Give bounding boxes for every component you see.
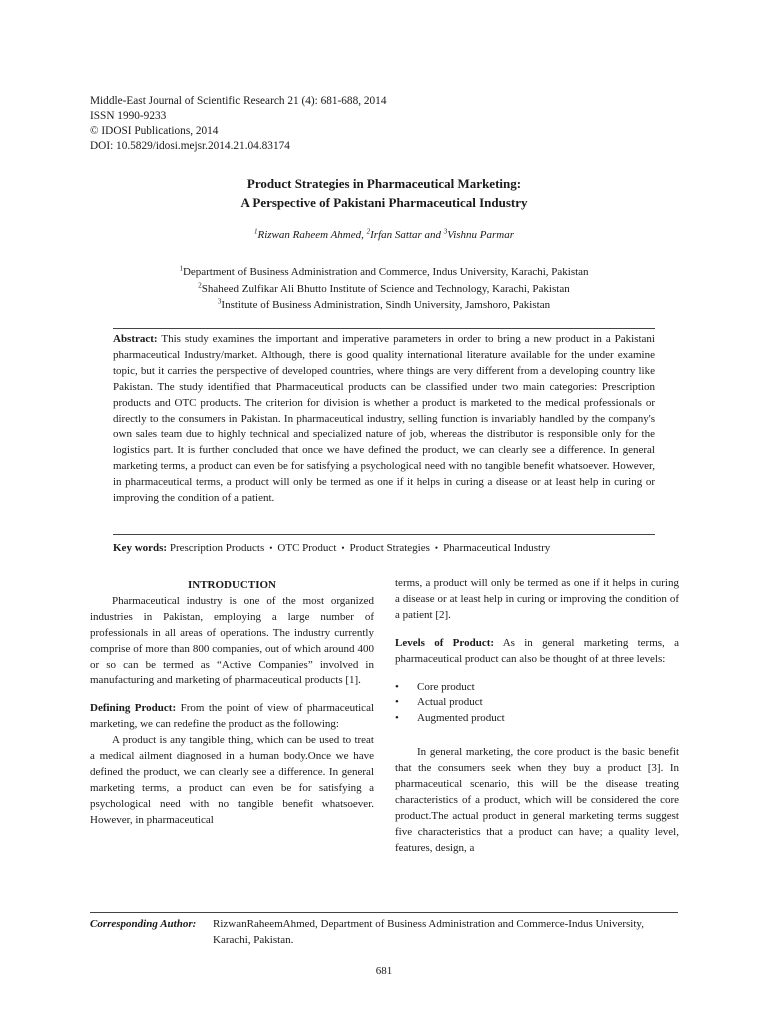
list-item-text: Core product [417, 680, 475, 693]
defining-product-paragraph [90, 701, 374, 733]
keyword-separator: • [434, 543, 439, 553]
author-sup: 1 [253, 227, 258, 236]
copyright: © IDOSI Publications, 2014 [90, 125, 219, 137]
continuation-paragraph: terms, a product will only be termed as one if it helps in curing a disease or at least help in curing or improving the condition of a patient [2]. [395, 577, 679, 621]
keyword: Product Strategies [349, 542, 430, 554]
right-column [395, 576, 679, 857]
title-line-1: Product Strategies in Pharmaceutical Marketing: [246, 176, 522, 191]
defining-product-text: From the point of view of pharmaceutical marketing, we can redefine the product as the following: [90, 702, 375, 731]
keyword: OTC Product [277, 542, 337, 554]
left-column [90, 578, 374, 829]
affiliation [0, 281, 768, 298]
abstract-label: Abstract: [113, 333, 158, 345]
abstract-top-rule [113, 328, 655, 329]
bullet: • [395, 696, 399, 709]
affiliation-text: Department of Business Administration and Commerce, Indus University, Karachi, Pakistan [182, 266, 589, 278]
list-item-text: Actual product [417, 696, 483, 709]
abstract-bottom-rule [113, 534, 655, 535]
abstract-text: This study examines the important and imperative parameters in order to bring a new product in a Pakistani pharmaceutical Industry/market. Although, there is good quality international literature available for the under examine topic, but it carries the perspective of developed countries, where things are very different from a developing country like Pakistan. The study identified that Pharmaceutical products can be classified under two main categories: Prescription products and OTC products. The criterion for division is whether a product is marketed to the medical professionals or directly to the consumers in Pakistan. In pharmaceutical industry, selling function is invariably handled by the company's own sales team due to highly technical and specialized nature of job, whereas the distributor is responsible only for the logistics part. It is further concluded that once we have defined the product, we can clearly see a difference. In general marketing terms, a product can even be for satisfying a psychological need with no tangible benefit whatsoever. However, in pharmaceutical terms, a product will only be termed as one if it helps in curing a disease or at least help in curing or improving the condition of a patient. [113, 333, 655, 505]
title-line-2: A Perspective of Pakistani Pharmaceutical Industry [240, 195, 528, 210]
author-sup: 3 [443, 227, 448, 236]
affiliations [0, 264, 768, 314]
defining-product-label: Defining Product: [90, 702, 177, 715]
list-item [395, 711, 679, 727]
abstract [113, 332, 655, 507]
corresponding-author-text: RizwanRaheemAhmed, Department of Business Administration and Commerce-Indus University, Karachi, Pakistan. [213, 918, 644, 946]
affiliation-text: Institute of Business Administration, Sindh University, Jamshoro, Pakistan [221, 299, 551, 311]
list-item [395, 695, 679, 711]
keyword: Prescription Products [169, 542, 265, 554]
bullet: • [395, 712, 399, 725]
section-heading-introduction: INTRODUCTION [187, 579, 276, 591]
author-name: Vishnu Parmar [447, 229, 515, 241]
affiliation-text: Shaheed Zulfikar Ali Bhutto Institute of Science and Technology, Karachi, Pakistan [201, 282, 570, 295]
author-name: Rizwan Raheem Ahmed, [257, 229, 364, 241]
affiliation-sup: 1 [179, 264, 183, 273]
author-sep: and [421, 229, 444, 241]
keywords-label: Key words: [113, 542, 168, 554]
affiliation [0, 297, 768, 314]
journal-header [90, 94, 386, 154]
keywords [113, 542, 655, 554]
core-product-paragraph: In general marketing, the core product is the basic benefit that the consumers seek when they buy a product [3]. In pharmaceutical scenario, this will be the disease treating characteristics of a product, which will be considered the core product.The actual product in general marketing terms suggest five characteristics that a product can have; a quality level, features, design, a [395, 746, 679, 854]
levels-paragraph [395, 636, 679, 668]
journal-citation: Middle-East Journal of Scientific Research 21 (4): 681-688, 2014 [90, 95, 387, 107]
issn: ISSN 1990-9233 [90, 110, 167, 122]
corresponding-author-label: Corresponding Author: [90, 918, 197, 930]
intro-paragraph: Pharmaceutical industry is one of the most organized industries in Pakistan, employing a large number of professionals in all areas of operations. The industry currently comprise of more than 800 companies, out of which around 400 or so can be termed as “Active Companies” involved in manufacturing and marketing of pharmaceutical products [1]. [90, 594, 374, 687]
footer-rule [90, 912, 678, 913]
doi: DOI: 10.5829/idosi.mejsr.2014.21.04.83174 [90, 140, 290, 152]
list-item-text: Augmented product [417, 712, 505, 725]
author-sup: 2 [366, 227, 371, 236]
keyword: Pharmaceutical Industry [443, 542, 551, 554]
list-item [395, 680, 679, 696]
levels-list [395, 680, 679, 728]
affiliation-sup: 2 [198, 280, 202, 289]
page-number: 681 [375, 965, 393, 977]
affiliation [0, 264, 768, 281]
bullet: • [395, 680, 399, 693]
author-name: Irfan Sattar [370, 229, 422, 241]
author-list [0, 229, 768, 241]
paper-title [0, 174, 768, 212]
product-definition-paragraph: A product is any tangible thing, which can be used to treat a medical ailment diagnosed in a human body.Once we have defined the product, we can clearly see a difference. In general marketing terms, a product can even be for satisfying a psychological need with no tangible benefit whatsoever. However, in pharmaceutical [90, 734, 374, 826]
keyword-separator: • [269, 543, 273, 553]
levels-label: Levels of Product: [395, 636, 495, 649]
keyword-separator: • [341, 543, 345, 553]
affiliation-sup: 3 [217, 297, 222, 306]
levels-text: As in general marketing terms, a pharmaceutical product can also be thought of at three levels: [395, 636, 679, 665]
